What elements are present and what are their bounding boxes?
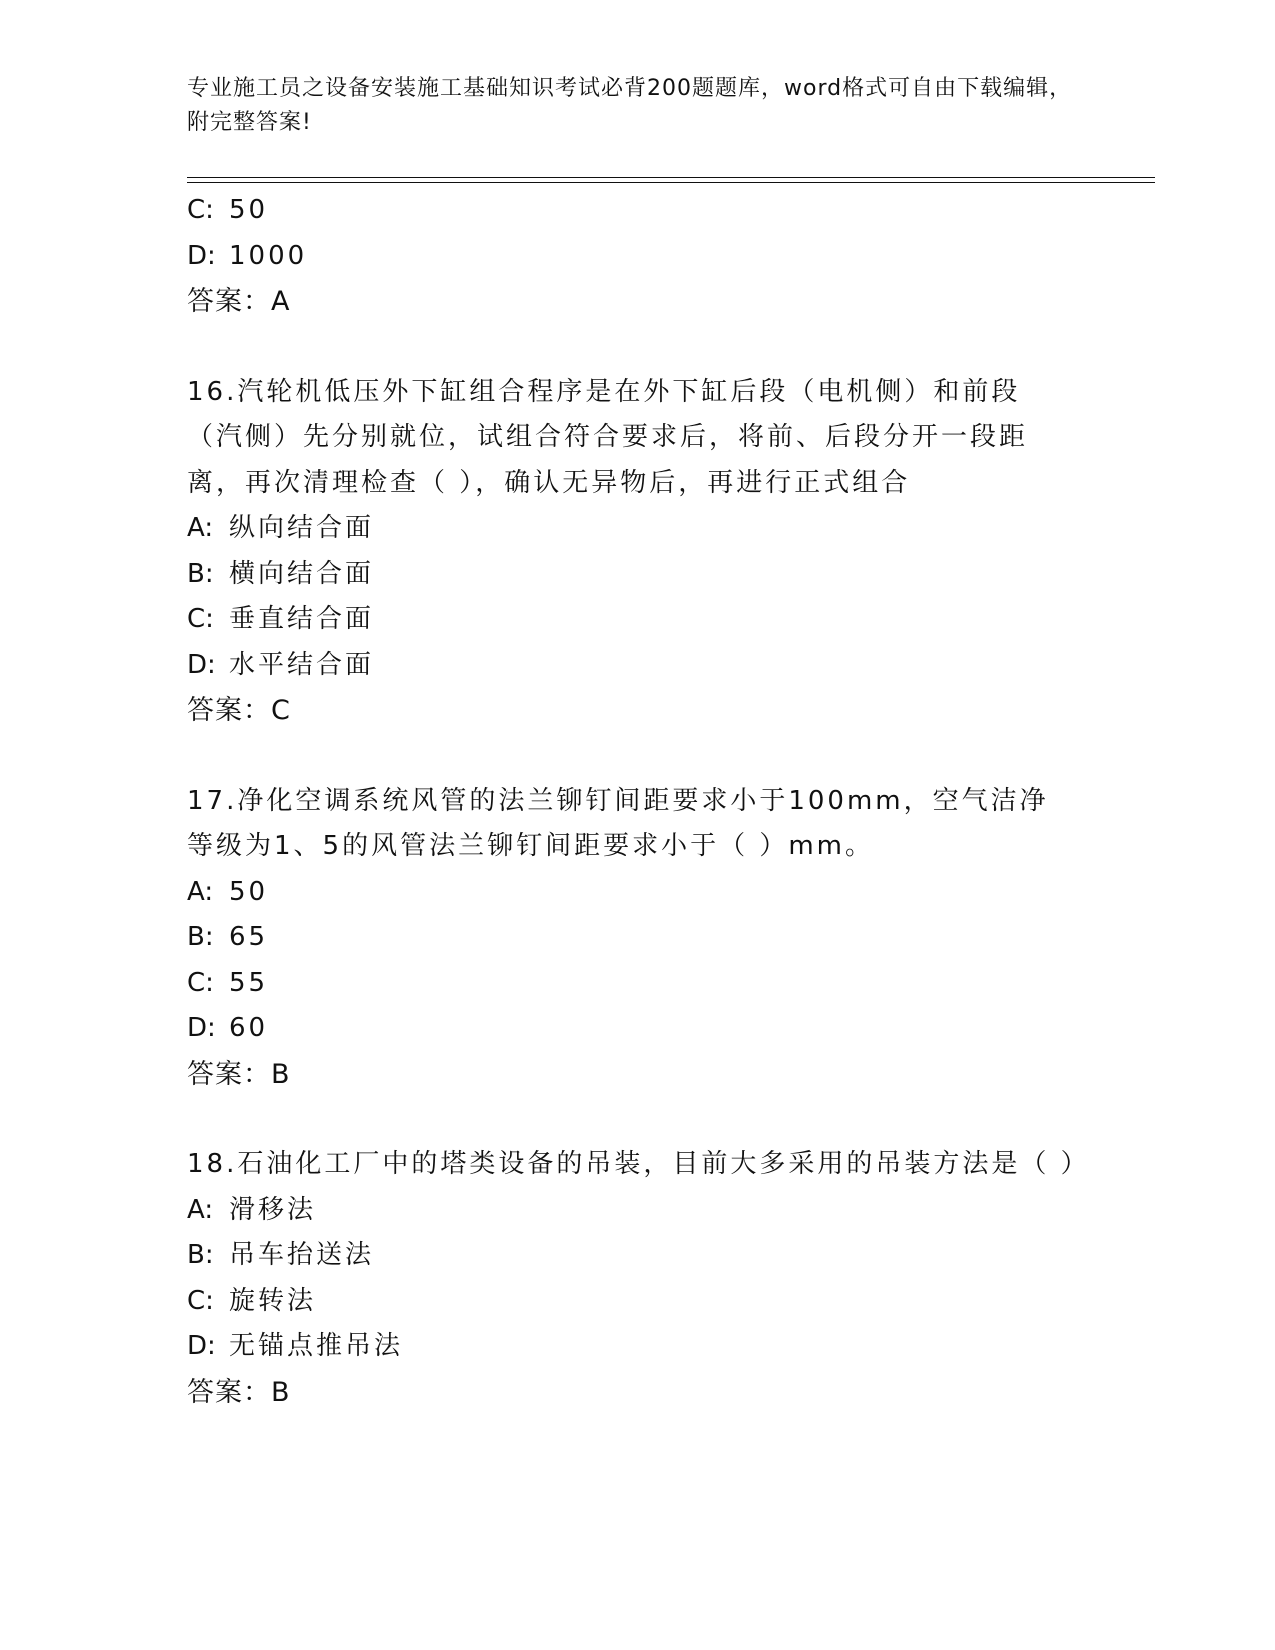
question-stem: 16.汽轮机低压外下缸组合程序是在外下缸后段（电机侧）和前段（汽侧）先分别就位，试组合符合要求后，将前、后段分开一段距离，再次清理检查（ ），确认无异物后，再进行正式组合 bbox=[187, 376, 1029, 498]
answer: 答案：C bbox=[187, 695, 291, 726]
answer: 答案：A bbox=[187, 286, 291, 317]
option-d: D: 60 bbox=[187, 1013, 269, 1043]
option-d: D: 水平结合面 bbox=[187, 649, 375, 680]
answer: 答案：B bbox=[187, 1376, 291, 1408]
option-a: A: 50 bbox=[187, 876, 269, 907]
question-list bbox=[187, 188, 1090, 1415]
header-divider-bottom bbox=[187, 182, 1155, 183]
option-b: B: 横向结合面 bbox=[187, 558, 375, 589]
option-a: A: 滑移法 bbox=[187, 1194, 317, 1225]
option-c: C: 垂直结合面 bbox=[187, 604, 375, 634]
header-title: 专业施工员之设备安装施工基础知识考试必背200题题库，word格式可自由下载编辑，附完整答案! bbox=[187, 76, 1073, 135]
header-divider-top bbox=[187, 177, 1155, 178]
option-c: C: 旋转法 bbox=[187, 1285, 317, 1316]
option-a: A: 纵向结合面 bbox=[187, 513, 375, 543]
option-d: D: 1000 bbox=[187, 240, 308, 271]
option-c: C: 55 bbox=[187, 967, 269, 998]
option-b: B: 65 bbox=[187, 922, 269, 952]
question-18 bbox=[187, 1142, 1090, 1415]
question-16 bbox=[187, 370, 1087, 734]
option-c: C: 50 bbox=[187, 195, 269, 225]
question-stem: 17.净化空调系统风管的法兰铆钉间距要求小于100mm，空气洁净等级为1、5的风管法兰铆钉间距要求小于（ ）mm。 bbox=[187, 785, 1049, 861]
question-15-continuation bbox=[187, 188, 1087, 325]
question-stem: 18.石油化工厂中的塔类设备的吊装，目前大多采用的吊装方法是（ ） bbox=[187, 1149, 1090, 1179]
question-17 bbox=[187, 779, 1087, 1098]
option-b: B: 吊车抬送法 bbox=[187, 1240, 375, 1270]
document-header bbox=[187, 72, 1087, 140]
option-d: D: 无锚点推吊法 bbox=[187, 1331, 404, 1361]
answer: 答案：B bbox=[187, 1058, 291, 1090]
